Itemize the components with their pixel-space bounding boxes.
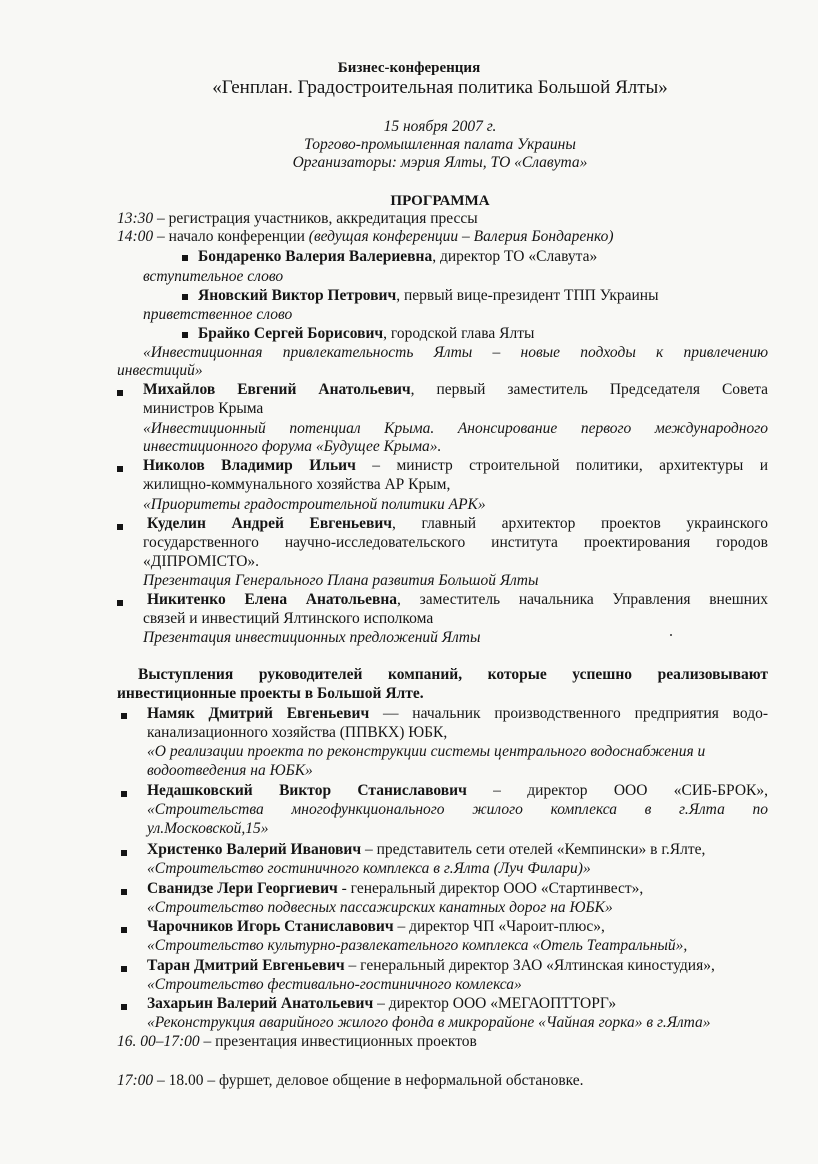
company-speaker-name: Сванидзе Лери Георгиевич: [147, 880, 338, 897]
bullet-marker: [117, 390, 123, 396]
bullet-marker: [121, 966, 127, 972]
scan-speck: [670, 634, 672, 636]
company-topic-line1: «О реализации проекта по реконструкции системы центрального водоснабжения и: [147, 743, 706, 760]
bullet-marker: [121, 927, 127, 933]
company-topic-line2: ул.Московской,15»: [147, 820, 269, 837]
speaker-role: , главный архитектор проектов украинского: [392, 515, 769, 532]
company-nedashkovsky: [147, 782, 768, 800]
bullet-marker: [117, 524, 123, 530]
company-topic: «Строительство подвесных пассажирских канатных дорог на ЮБК»: [147, 899, 613, 916]
speaker-role: , заместитель начальника Управления внешних: [397, 591, 768, 608]
bullet-marker: [121, 713, 127, 719]
presentation-text: – презентация инвестиционных проектов: [199, 1033, 477, 1050]
event-type: Бизнес-конференция: [337, 60, 481, 76]
section2-heading-line2: инвестиционные проекты в Большой Ялте.: [117, 685, 424, 702]
schedule-registration: [117, 210, 478, 228]
section2-heading-line1: Выступления руководителей компаний, которые успешно реализовывают: [138, 666, 768, 683]
company-speaker-name: Намяк Дмитрий Евгеньевич: [147, 705, 370, 722]
bullet-marker: [121, 850, 127, 856]
speaker-role: , первый вице-президент ТПП Украины: [396, 287, 659, 304]
speaker-nikitenko: [147, 591, 768, 609]
company-speaker-name: Захарьин Валерий Анатольевич: [147, 995, 374, 1012]
company-speaker-role: – директор ООО «СИБ-БРОК»,: [466, 782, 768, 799]
buffet-time: 17:00: [117, 1072, 154, 1089]
bullet-marker: [182, 255, 188, 261]
company-topic: «Реконструкция аварийного жилого фонда в микрорайоне «Чайная горка» в г.Ялта»: [147, 1014, 711, 1031]
company-topic-line1: «Строительства многофункционального жилого комплекса в г.Ялта по: [147, 801, 768, 818]
company-speaker-name: Таран Дмитрий Евгеньевич: [147, 957, 345, 974]
speaker-role: – министр строительной политики, архитектуры и: [355, 457, 768, 474]
speaker-topic: вступительное слово: [143, 268, 284, 285]
start-note: (ведущая конференции – Валерия Бондаренко): [308, 228, 614, 245]
bullet-marker: [117, 600, 123, 606]
speaker-topic-line2: инвестиционного форума «Будущее Крыма».: [143, 438, 442, 455]
bullet-marker: [121, 791, 127, 797]
speaker-role: , городской глава Ялты: [383, 325, 535, 342]
registration-time: 13:30: [117, 210, 154, 227]
bullet-marker: [182, 294, 188, 300]
speaker-nikolov: [143, 457, 768, 475]
buffet-text: – 18.00 – фуршет, деловое общение в неформальной обстановке.: [153, 1072, 584, 1089]
speaker-name: Куделин Андрей Евгеньевич: [147, 515, 393, 532]
company-speaker-role: – директор ЧП «Чароит-плюс»,: [393, 918, 605, 935]
schedule-presentation: [117, 1033, 477, 1051]
bullet-marker: [117, 466, 123, 472]
speaker-yanovsky: [198, 287, 659, 305]
speaker-topic-line1: «Инвестиционная привлекательность Ялты – новые подходы к привлечению: [143, 344, 768, 361]
speaker-role-line2: государственного научно-исследовательского института проектирования городов: [143, 534, 768, 551]
schedule-start: [117, 228, 614, 246]
company-taran: [147, 957, 715, 975]
speaker-braiko: [198, 325, 534, 343]
speaker-topic-line1: «Инвестиционный потенциал Крыма. Анонсирование первого международного: [143, 420, 768, 437]
company-topic: «Строительство гостиничного комплекса в г.Ялта (Луч Филари)»: [147, 860, 591, 877]
company-zakharyin: [147, 995, 616, 1013]
speaker-topic: приветственное слово: [143, 306, 293, 323]
conference-title: «Генплан. Градостроительная политика Большой Ялты»: [212, 77, 668, 98]
speaker-role-line3: «ДІПРОМІСТО».: [143, 553, 260, 570]
event-date: 15 ноября 2007 г.: [383, 118, 497, 135]
company-speaker-name: Недашковский Виктор Станиславович: [147, 782, 467, 799]
program-heading: ПРОГРАММА: [390, 193, 490, 209]
start-time: 14:00: [117, 228, 154, 245]
company-topic: «Строительство культурно-развлекательного комплекса «Отель Театральный»,: [147, 937, 688, 954]
company-speaker-name: Христенко Валерий Иванович: [147, 841, 362, 858]
speaker-name: Брайко Сергей Борисович: [198, 325, 384, 342]
speaker-topic-line2: инвестиций»: [117, 362, 203, 379]
company-svanidze: [147, 880, 643, 898]
speaker-name: Никитенко Елена Анатольевна: [147, 591, 398, 608]
speaker-name: Яновский Виктор Петрович: [198, 287, 397, 304]
bullet-marker: [121, 1004, 127, 1010]
speaker-kudelin: [147, 515, 768, 533]
bullet-marker: [121, 889, 127, 895]
speaker-name: Михайлов Евгений Анатольевич: [143, 381, 411, 398]
speaker-role: , директор ТО «Славута»: [432, 248, 598, 265]
start-text: – начало конференции: [153, 228, 309, 245]
speaker-bondarenko: [198, 248, 597, 266]
company-role-line2: канализационного хозяйства (ППВКХ) ЮБК,: [147, 724, 448, 741]
company-speaker-role: – директор ООО «МЕГАОПТТОРГ»: [373, 995, 617, 1012]
company-speaker-role: – представитель сети отелей «Кемпински» в г.Ялте,: [361, 841, 706, 858]
speaker-topic: Презентация Генерального Плана развития Большой Ялты: [143, 572, 539, 589]
schedule-buffet: [117, 1072, 584, 1090]
bullet-marker: [182, 332, 188, 338]
presentation-time: 16. 00–17:00: [117, 1033, 200, 1050]
registration-text: – регистрация участников, аккредитация прессы: [153, 210, 478, 227]
event-organizers: Организаторы: мэрия Ялты, ТО «Славута»: [292, 154, 588, 171]
company-khristenko: [147, 841, 705, 859]
speaker-role-line2: министров Крыма: [143, 400, 264, 417]
speaker-role: , первый заместитель Председателя Совета: [410, 381, 768, 398]
company-namyak: [147, 705, 768, 723]
speaker-topic: «Приоритеты градостроительной политики АРК»: [143, 496, 486, 513]
event-venue: Торгово-промышленная палата Украины: [304, 136, 576, 153]
speaker-role-line2: жилищно-коммунального хозяйства АР Крым,: [143, 476, 451, 493]
company-topic-line2: водоотведения на ЮБК»: [147, 762, 313, 779]
company-speaker-role: — начальник производственного предприятия водо-: [369, 705, 768, 722]
speaker-mikhailov: [143, 381, 768, 399]
speaker-role-line2: связей и инвестиций Ялтинского исполкома: [143, 610, 434, 627]
company-speaker-role: – генеральный директор ЗАО «Ялтинская киностудия»,: [344, 957, 715, 974]
speaker-name: Бондаренко Валерия Валериевна: [198, 248, 433, 265]
company-speaker-role: - генеральный директор ООО «Стартинвест»,: [337, 880, 644, 897]
company-charochnikov: [147, 918, 605, 936]
speaker-topic: Презентация инвестиционных предложений Ялты: [143, 629, 481, 646]
company-speaker-name: Чарочников Игорь Станиславович: [147, 918, 394, 935]
speaker-name: Николов Владимир Ильич: [143, 457, 356, 474]
company-topic: «Строительство фестивально-гостиничного комлекса»: [147, 976, 522, 993]
